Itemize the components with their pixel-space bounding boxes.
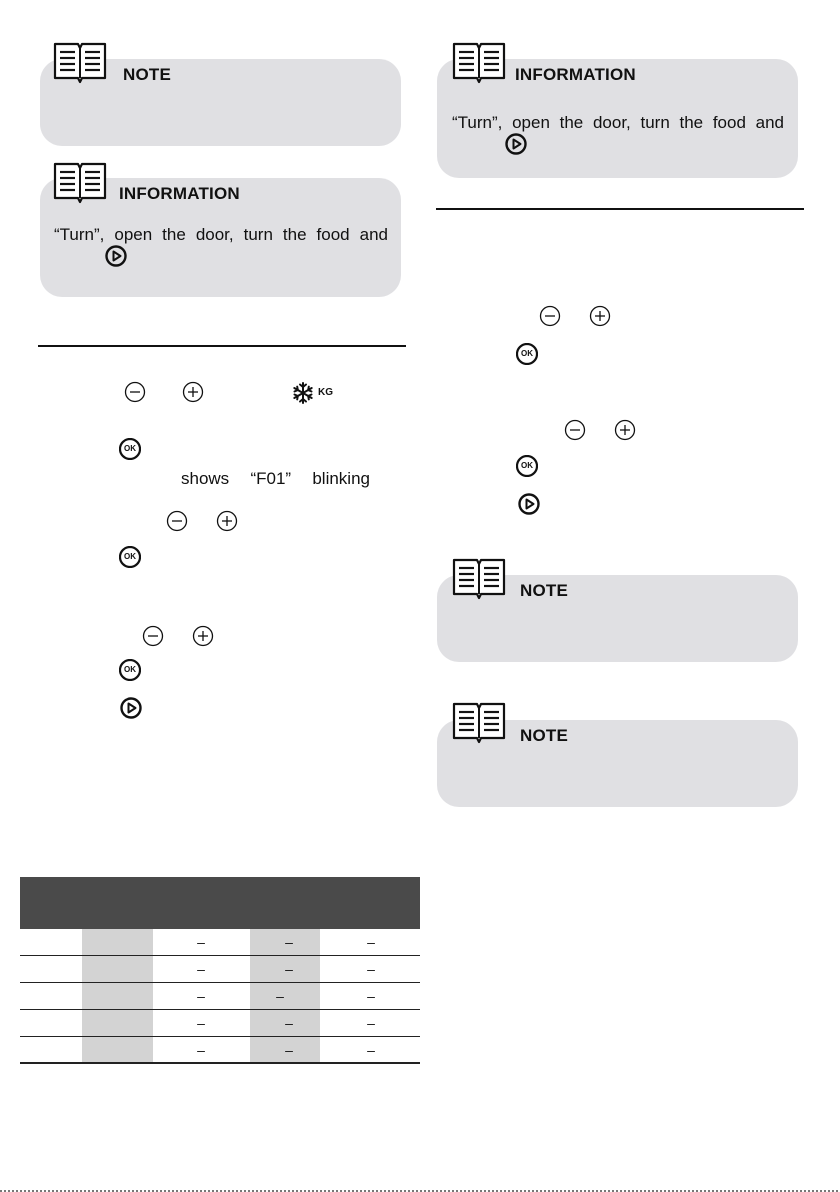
snowflake-icon (291, 381, 315, 405)
section-divider (436, 208, 804, 210)
info-text: “Turn”, open the door, turn the food and (54, 225, 388, 244)
table-cell-dash: – (285, 1015, 293, 1031)
plus-icon (192, 625, 214, 647)
book-icon (451, 700, 507, 744)
table-cell-dash: – (367, 1042, 375, 1058)
minus-icon (166, 510, 188, 532)
plus-icon (614, 419, 636, 441)
table-cell-dash: – (197, 1015, 205, 1031)
table-row-divider (20, 955, 420, 956)
ok-icon-label: OK (124, 552, 136, 561)
table-shaded-column (82, 929, 153, 1062)
table-cell-dash: – (285, 961, 293, 977)
note-title: NOTE (123, 65, 172, 84)
section-divider (38, 345, 406, 347)
table-cell-dash: – (197, 988, 205, 1004)
minus-icon (142, 625, 164, 647)
step-display-text: shows “F01” blinking (181, 469, 370, 488)
book-icon (52, 160, 108, 204)
start-icon (105, 245, 127, 267)
table-row-divider (20, 982, 420, 983)
table-cell-dash: – (285, 1042, 293, 1058)
start-icon (505, 133, 527, 155)
plus-icon (182, 381, 204, 403)
book-icon (52, 40, 108, 84)
table-cell-dash: – (367, 961, 375, 977)
minus-icon (564, 419, 586, 441)
start-icon (518, 493, 540, 515)
plus-icon (589, 305, 611, 327)
table-cell-dash: – (367, 988, 375, 1004)
table-cell-dash: – (367, 934, 375, 950)
table-row-divider (20, 1009, 420, 1010)
table-header (20, 877, 420, 929)
table-cell-dash: – (197, 934, 205, 950)
minus-icon (539, 305, 561, 327)
table-cell-dash: – (197, 961, 205, 977)
book-icon (451, 556, 507, 600)
info-title: INFORMATION (119, 184, 240, 203)
note-title: NOTE (520, 581, 569, 600)
ok-icon-label: OK (124, 665, 136, 674)
ok-icon-label: OK (124, 444, 136, 453)
info-title: INFORMATION (515, 65, 636, 84)
table-cell-dash: – (367, 1015, 375, 1031)
plus-icon (216, 510, 238, 532)
table-bottom-rule (20, 1062, 420, 1064)
info-text: “Turn”, open the door, turn the food and (452, 113, 784, 132)
note-title: NOTE (520, 726, 569, 745)
ok-icon-label: OK (521, 461, 533, 470)
table-cell-dash: – (276, 988, 284, 1004)
table-cell-dash: – (285, 934, 293, 950)
book-icon (451, 40, 507, 84)
table-cell-dash: – (197, 1042, 205, 1058)
ok-icon-label: OK (521, 349, 533, 358)
table-row-divider (20, 1036, 420, 1037)
kg-label: KG (318, 387, 333, 398)
start-icon (120, 697, 142, 719)
minus-icon (124, 381, 146, 403)
